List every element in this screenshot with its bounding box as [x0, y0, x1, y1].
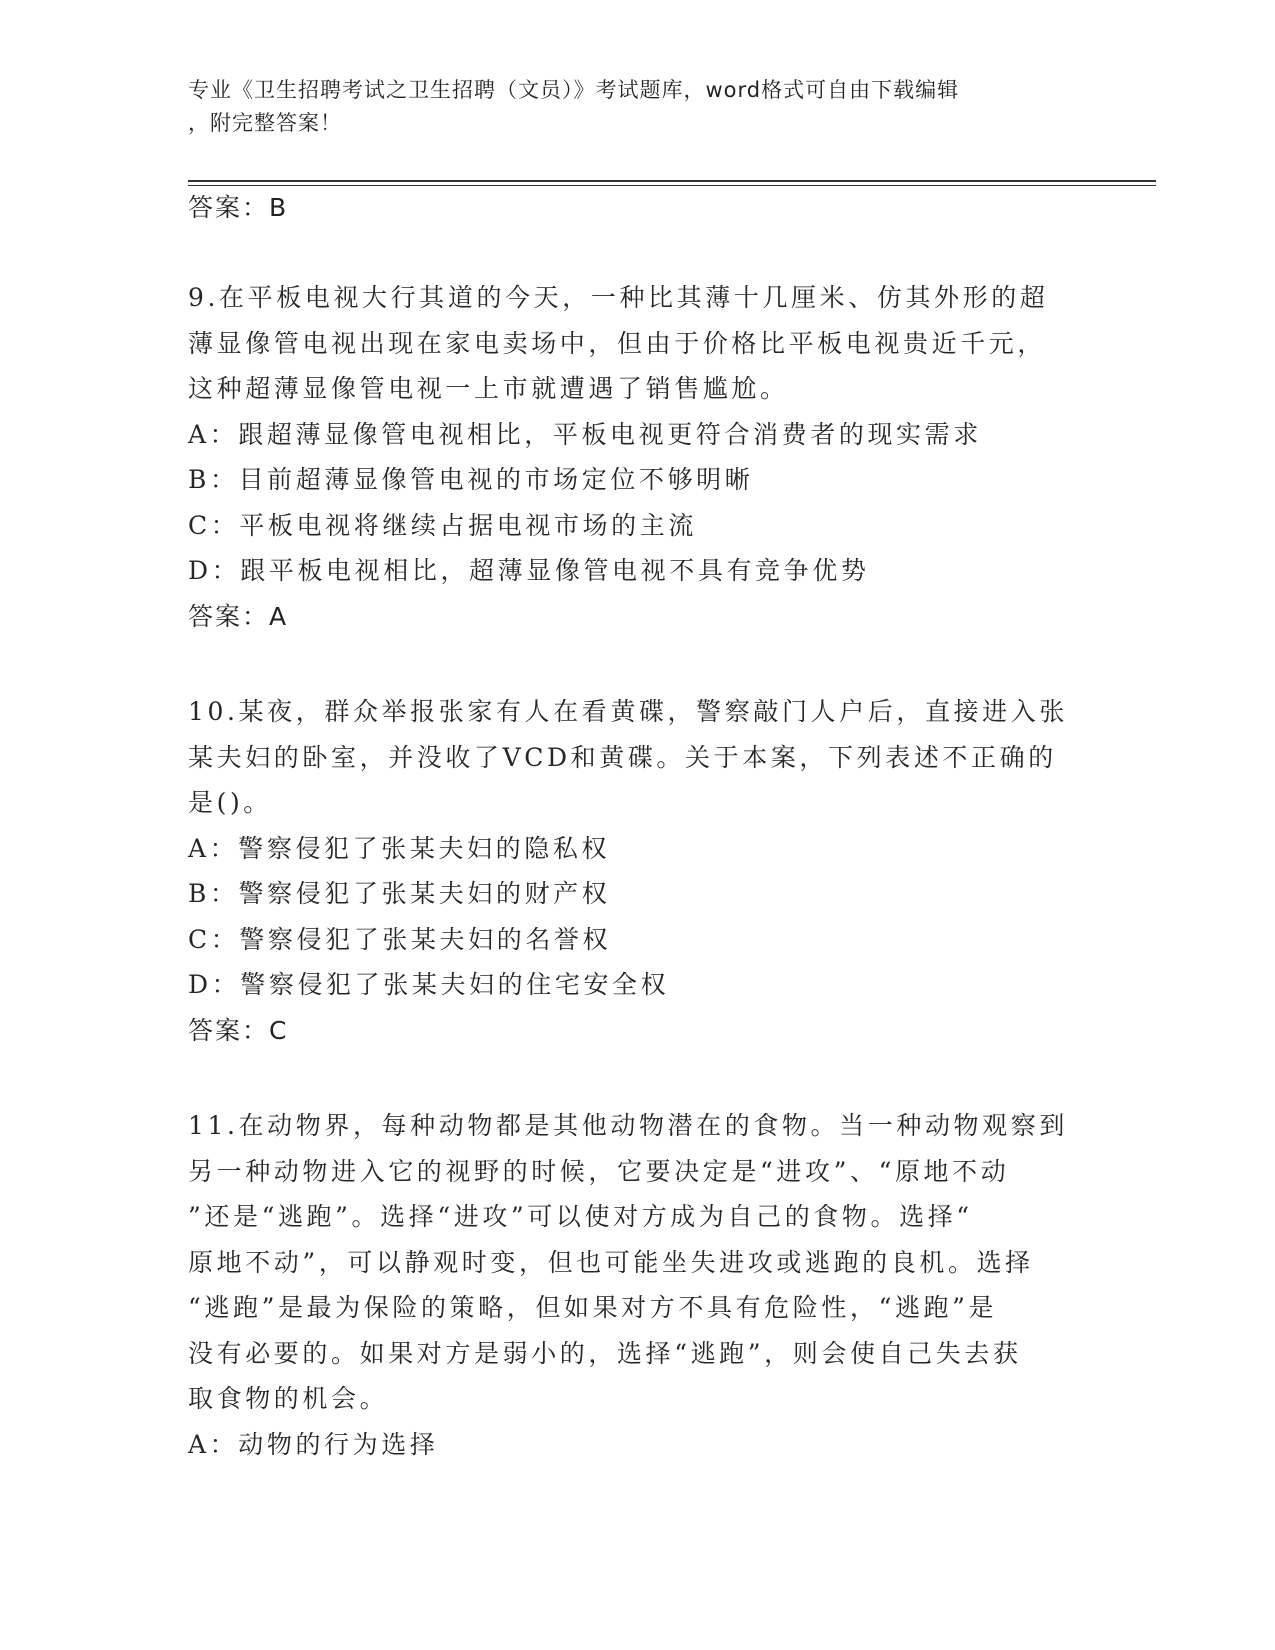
header-line: 专业《卫生招聘考试之卫生招聘（文员）》考试题库，word格式可自由下载编辑 [188, 78, 960, 102]
header-divider [188, 180, 1156, 182]
answer-q8: 答案：B [188, 193, 289, 222]
option-d: D：跟平板电视相比，超薄显像管电视不具有竞争优势 [188, 556, 870, 585]
question-text-line: 10.某夜，群众举报张家有人在看黄碟，警察敲门人户后，直接进入张 [188, 697, 1068, 726]
document-header [188, 74, 1068, 140]
question-9 [188, 275, 1088, 640]
option-b: B：目前超薄显像管电视的市场定位不够明晰 [188, 465, 754, 494]
question-text-line: 取食物的机会。 [188, 1384, 389, 1413]
question-11 [188, 1103, 1088, 1467]
question-text-line: 是()。 [188, 788, 272, 817]
option-a: A：动物的行为选择 [188, 1429, 439, 1459]
option-c: C：警察侵犯了张某夫妇的名誉权 [188, 924, 612, 954]
option-a: A：警察侵犯了张某夫妇的隐私权 [188, 833, 611, 863]
question-text-line: 11.在动物界，每种动物都是其他动物潜在的食物。当一种动物观察到 [188, 1111, 1068, 1140]
question-text-line: 另一种动物进入它的视野的时候，它要决定是“进攻”、“原地不动 [188, 1156, 1010, 1186]
question-text-line: ”还是“逃跑”。选择“进攻”可以使对方成为自己的食物。选择“ [188, 1202, 973, 1231]
option-d: D：警察侵犯了张某夫妇的住宅安全权 [188, 970, 670, 999]
question-text-line: 没有必要的。如果对方是弱小的，选择“逃跑”，则会使自己失去获 [188, 1338, 1022, 1368]
question-text-line: 这种超薄显像管电视一上市就遭遇了销售尴尬。 [188, 374, 789, 403]
option-b: B：警察侵犯了张某夫妇的财产权 [188, 879, 611, 908]
question-text-line: 薄显像管电视出现在家电卖场中，但由于价格比平板电视贵近千元， [188, 328, 1047, 358]
question-text-line: 原地不动”，可以静观时变，但也可能坐失进攻或逃跑的良机。选择 [188, 1247, 1034, 1277]
answer-q9: 答案：A [188, 601, 289, 631]
option-c: C：平板电视将继续占据电视市场的主流 [188, 510, 697, 540]
answer-q10: 答案：C [188, 1015, 289, 1045]
question-text-line: 某夫妇的卧室，并没收了VCD和黄碟。关于本案，下列表述不正确的 [188, 742, 1057, 772]
question-10 [188, 689, 1088, 1054]
header-line: ，附完整答案！ [188, 111, 342, 135]
option-a: A：跟超薄显像管电视相比，平板电视更符合消费者的现实需求 [188, 419, 982, 449]
question-text-line: 9.在平板电视大行其道的今天，一种比其薄十几厘米、仿其外形的超 [188, 283, 1049, 312]
question-text-line: “逃跑”是最为保险的策略，但如果对方不具有危险性，“逃跑”是 [188, 1293, 998, 1322]
